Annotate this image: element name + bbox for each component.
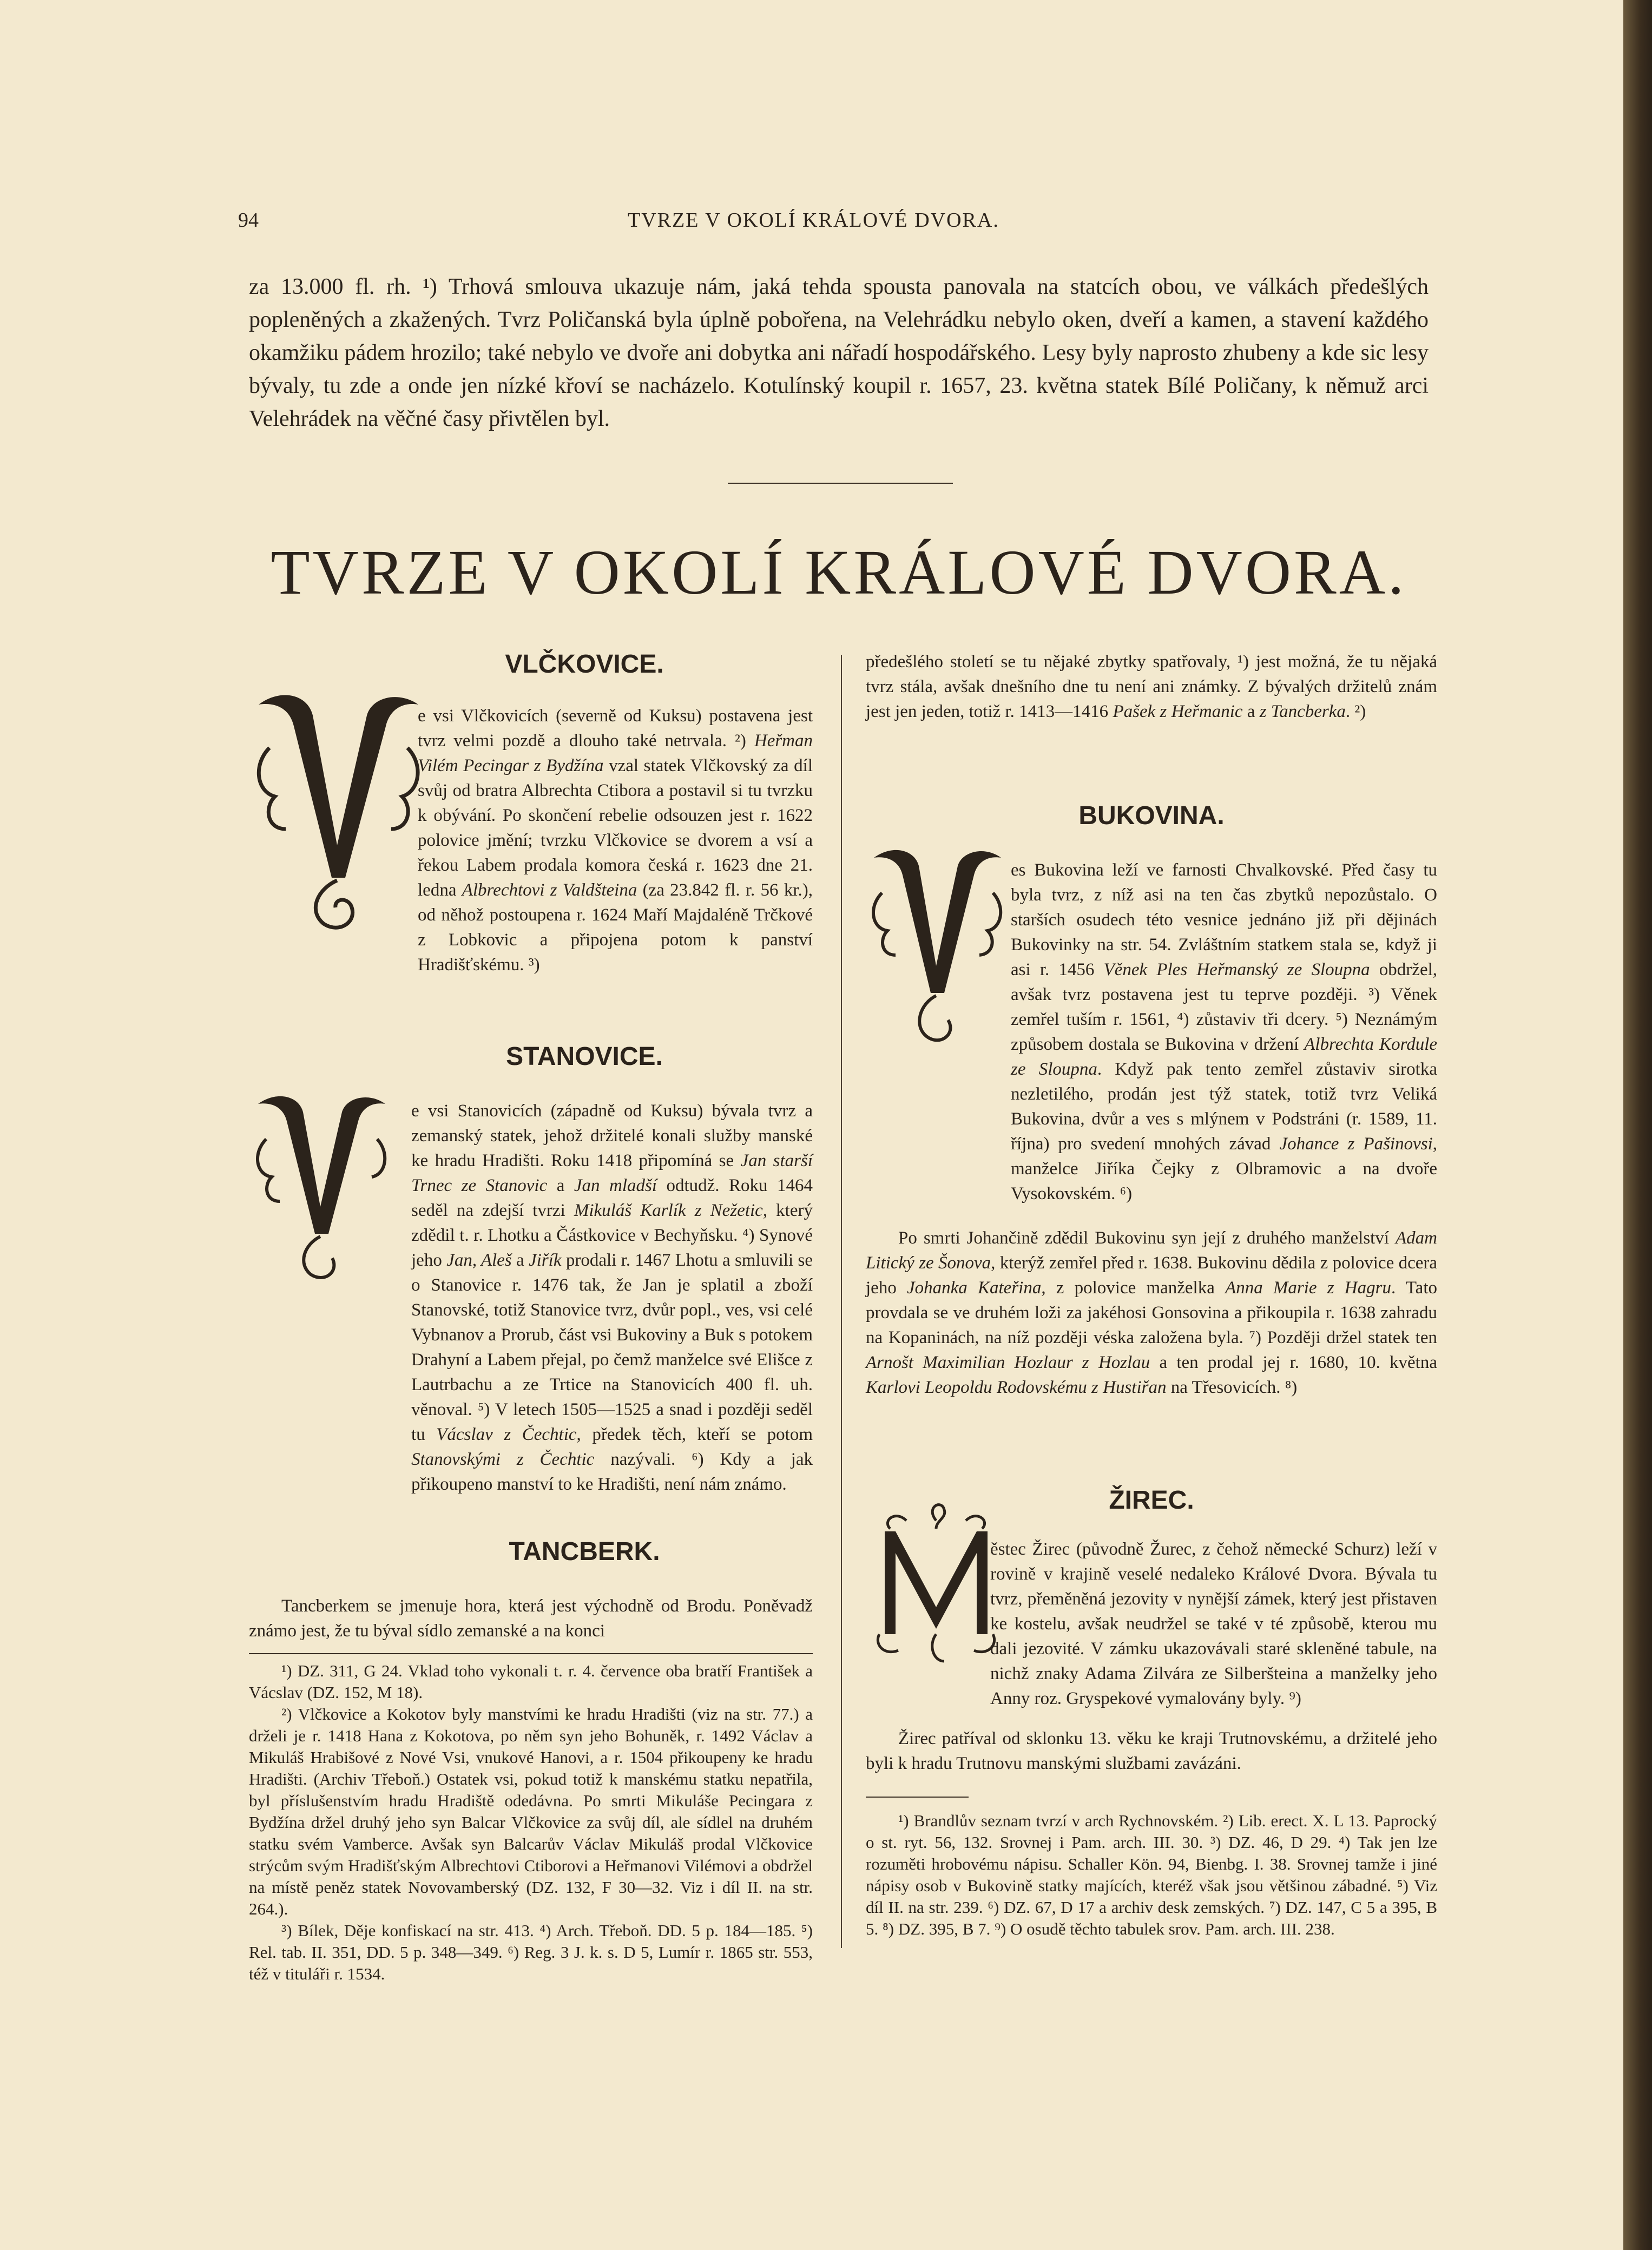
zirec-paragraph: Žirec patříval od sklonku 13. věku ke kraji Trutnovskému, a držitelé jeho byli k hradu Trutnovu manskými službami zavázáni. (866, 1729, 1437, 1773)
tancberk-text-part: . ²) (1345, 702, 1366, 721)
bukovina-text-part: na Třesovicích. ⁸) (1166, 1378, 1298, 1397)
running-header (238, 208, 1483, 241)
tancberk-text-part: předešlého století se tu nějaké zbytky spatřovaly, ¹) jest možná, že tu nějaká tvrz stála, avšak dnešního dne tu není ani známky. Z bývalých držitelů znám jest jen jeden, totiž r. 1413—1416 (866, 652, 1437, 721)
chapter-title: TVRZE V OKOLÍ KRÁLOVÉ DVORA. (271, 537, 1407, 608)
person-name: Karlovi Leopoldu Rodovskému z Hustiřan (866, 1378, 1167, 1397)
person-name: z Tancberka (1259, 702, 1346, 721)
drop-cap-vlckovice (248, 683, 426, 932)
section-divider-rule (728, 483, 953, 484)
drop-cap-zirec (874, 1499, 998, 1672)
stanovice-text (411, 1098, 813, 1497)
heading-bukovina: BUKOVINA. (1078, 801, 1225, 830)
running-title: TVRZE V OKOLÍ KRÁLOVÉ DVORA. (628, 209, 999, 232)
footnote: ²) Vlčkovice a Kokotov byly manstvími ke hradu Hradišti (viz na str. 77.) a drželi je r. 1418 Hana z Kokotova, po něm syn jeho Bohuněk, r. 1492 Václav a Mikuláš Hrabišové z Nové Vsi, vnukové Hanovi, a r. 1504 přikoupeny ke hradu Hradišti. (Archiv Třeboň.) Ostatek vsi, pokud totiž k manskému statku nepatřila, byl příslušenstvím hradu Hradiště odedávna. Po smrti Mikuláše Pecingara z Bydžína držel druhý jeho syn Balcar Vlčkovice za svůj díl, ale sídlel na druhém statku svém Vamberce. Avšak syn Balcarův Václav Mikuláš prodal Vlčkovice strýcům svým Hradišťským Albrechtovi Ctiborovi a Heřmanovi Vilémovi a obdržel na místě peněz statek Novovamberský (DZ. 132, F 30—32. Viz i díl II. na str. 264.). (249, 1705, 813, 1918)
person-name: Albrechta Kordule ze Sloupna (1011, 1035, 1438, 1079)
drop-cap-bukovina (866, 841, 1006, 1058)
bukovina-text-part: es Bukovina leží ve farnosti Chvalkovské. Před časy tu byla tvrz, z níž asi na ten čas zbytků nepozůstalo. O starších osudech této vesnice jednáno již při dějinách Bukovinky na str. 54. Zvláštním statkem stala se, když ji asi r. 1456 (1011, 860, 1437, 979)
person-name: Vácslav z Čechtic (436, 1425, 577, 1444)
footnote: ³) Bílek, Děje konfiskací na str. 413. ⁴) Arch. Třeboň. DD. 5 p. 184—185. ⁵) Rel. tab. II. 351, DD. 5 p. 348—349. ⁶) Reg. 3 J. k. s. D 5, Lumír r. 1865 str. 553, též v tituláři r. 1534. (249, 1921, 813, 1983)
person-name: Stanovskými z Čechtic (411, 1450, 595, 1469)
person-name: Jan starší Trnec ze Stanovic (411, 1151, 813, 1195)
bukovina-text-part: . Když pak tento zemřel zůstaviv sirotka nezletilého, prodán jest týž statek, totiž tvrz Veliká Bukovina, dvůr a ves s mlýnem v Podstráni (r. 1589, 11. října) pro svedení mnohých závad (1011, 1060, 1437, 1154)
person-name: Heřman Vilém Pecingar z Bydžína (418, 731, 813, 775)
drop-cap-stanovice (250, 1088, 391, 1293)
footnote-rule-right (866, 1797, 969, 1798)
book-binding-edge (1623, 0, 1652, 2250)
stanovice-text-part: a (511, 1251, 529, 1270)
person-name: Johanka Kateřina (907, 1278, 1042, 1298)
bukovina-text-part: Po smrti Johančině zdědil Bukovinu syn její z druhého manželství (898, 1228, 1396, 1248)
stanovice-text-part: prodali r. 1467 Lhotu a smluvili se o Stanovice r. 1476 tak, že Jan je splatil a zboží Stanovské, totiž Stanovice tvrz, dvůr popl., ves, vsi celé Vybnanov a Prorub, část vsi Bukoviny a Buk s potokem Drahyní a Labem přejal, po čemž manželce své Elišce z Lautrbachu a ze Trtice na Stanovicích 400 fl. uh. věnoval. ⁵) V letech 1505—1525 a snad i později seděl tu (411, 1251, 813, 1444)
tancberk-text-right (866, 649, 1437, 724)
person-name: Albrechtovi z Valdšteina (462, 880, 637, 900)
heading-tancberk: TANCBERK. (509, 1537, 660, 1566)
footnote: ¹) DZ. 311, G 24. Vklad toho vykonali t. r. 4. července oba bratří František a Vácslav (DZ. 152, M 18). (249, 1661, 813, 1702)
footnotes-left (249, 1660, 813, 1985)
bukovina-text-part: , kterýž zemřel před r. 1638. Bukovinu dědila z polovice dcera jeho (866, 1253, 1438, 1298)
bukovina-text-part: . Tato provdala se ve druhém loži za jakéhosi Gonsovina a přikoupila r. 1638 zahradu na Kopaninách, na níž později véska založena byla. ⁷) Později držel statek ten (866, 1278, 1437, 1347)
person-name: Jan, Aleš (446, 1251, 512, 1270)
footnote: ¹) Brandlův seznam tvrzí v arch Rychnovském. ²) Lib. erect. X. L 13. Paprocký o st. ryt. 56, 132. Srovnej i Pam. arch. III. 30. ³) DZ. 46, D 29. ⁴) Tak jen lze rozuměti hrobovému nápisu. Schaller Kön. 94, Bienbg. I. 38. Srovnej tamže i jiné nápisy osob v Bukovině statky majících, kteréž však jsou většinou zábadné. ⁵) Viz díl II. na str. 239. ⁶) DZ. 67, D 17 a archiv desk zemských. ⁷) DZ. 147, C 5 a 395, B 5. ⁸) DZ. 395, B 7. ⁹) O osudě těchto tabulek srov. Pam. arch. III. 238. (866, 1811, 1437, 1938)
person-name: Arnošt Maximilian Hozlaur z Hozlau (866, 1353, 1150, 1372)
person-name: Jiřík (529, 1251, 562, 1270)
vlckovice-text-beside-initial (418, 703, 813, 977)
zirec-text-beside-initial (990, 1537, 1437, 1711)
page-number: 94 (238, 209, 259, 232)
person-name: Pašek z Heřmanic (1113, 702, 1243, 721)
person-name: Věnek Ples Heřmanský ze Sloupna (1103, 960, 1370, 979)
heading-vlckovice: VLČKOVICE. (505, 650, 664, 679)
intro-paragraph: za 13.000 fl. rh. ¹) Trhová smlouva ukazuje nám, jaká tehda spousta panovala na statcích obou, ve válkách předešlých popleněných a zkažených. Tvrz Poličanská byla úplně pobořena, na Velehrádku nebylo oken, dveří a kamen, a stavení každého okamžiku pádem hrozilo; také nebylo ve dvoře ani dobytka ani nářadí hospodářského. Lesy byly naprosto zhubeny a kde sic lesy bývaly, tu zde a onde jen nízké křoví se nacházelo. Kotulínský koupil r. 1657, 23. května statek Bílé Poličany, k němuž arci Velehrádek na věčné časy přivtělen byl. (249, 274, 1429, 431)
footnote-rule-left (249, 1653, 813, 1654)
column-divider (841, 655, 842, 1948)
bukovina-text-part: obdržel, avšak tvrz postavena jest tu teprve později. ³) Věnek zemřel tuším r. 1561, ⁴) zůstaviv tři dcery. ⁵) Neznámým způsobem dostala se Bukovina v držení (1011, 960, 1438, 1054)
person-name: Mikuláš Karlík z Nežetic (574, 1201, 763, 1220)
zirec-paragraph-2 (866, 1726, 1437, 1776)
bukovina-text-part: a ten prodal jej r. 1680, 10. května (1150, 1353, 1437, 1372)
stanovice-text-part: , který zdědil t. r. Lhotku a Částkovice v Bechyňsku. ⁴) Synové jeho (411, 1201, 813, 1270)
heading-stanovice: STANOVICE. (506, 1042, 663, 1071)
bukovina-text-part: , manželce Jiříka Čejky z Olbramovic a na dvoře Vysokovském. ⁶) (1011, 1134, 1438, 1203)
stanovice-text-part: odtudž. Roku 1464 seděl na zdejší tvrzi (411, 1176, 813, 1220)
person-name: Jan mladší (574, 1176, 657, 1195)
vlckovice-text: (za 23.842 fl. r. 56 kr.), od něhož postoupena r. 1624 Maří Majdaléně Trčkové z Lobkovic a připojena potom k panství Hradišťskému. ³) (418, 880, 813, 975)
person-name: Adam Litický ze Šonova (866, 1228, 1437, 1273)
stanovice-text-part: nazývali. ⁶) Kdy a jak přikoupeno manství to ke Hradišti, není nám známo. (411, 1450, 813, 1494)
tancberk-paragraph: Tancberkem se jmenuje hora, která jest východně od Brodu. Poněvadž známo jest, že tu býval sídlo zemanské a na konci (249, 1596, 813, 1641)
heading-zirec: ŽIREC. (1109, 1486, 1194, 1515)
zirec-paragraph: ěstec Žirec (původně Žurec, z čehož německé Schurz) leží v rovině v krajině veselé nedaleko Králové Dvora. Bývala tu tvrz, přeměněná jezovity v nynější zámek, který jest přistaven ke kostelu, avšak neudržel se také v té způsobě, kterou mu dali jezovité. V zámku ukazovávali staré skleněné tabule, na nichž znaky Adama Zilvára ze Silberšteina a manželky jeho Anny roz. Gryspekové vymalovány byly. ⁹) (990, 1540, 1437, 1708)
tancberk-text-part: a (1242, 702, 1260, 721)
stanovice-text-part: e vsi Stanovicích (západně od Kuksu) bývala tvrz a zemanský statek, jehož držitelé konali služby manské ke hradu Hradišti. Roku 1418 připomíná se (411, 1101, 813, 1170)
person-name: Johance z Pašinovsi (1279, 1134, 1433, 1154)
stanovice-text-part: a (547, 1176, 574, 1195)
bukovina-text-part: , z polovice manželka (1041, 1278, 1226, 1298)
vlckovice-text: vzal statek Vlčkovský za díl svůj od bratra Albrechta Ctibora a postavil si tu tvrzku k obývání. Po skončení rebelie odsouzen jest r. 1622 polovice jmění; tvrzku Vlčkovice se dvorem a vsí a řekou Labem prodala komora česká r. 1623 dne 21. ledna (418, 756, 813, 900)
vlckovice-text: e vsi Vlčkovicích (severně od Kuksu) postavena jest tvrz velmi pozdě a dlouho také netrvala. ²) (418, 706, 813, 751)
bukovina-text (1011, 858, 1438, 1203)
tancberk-text-left (249, 1594, 813, 1643)
person-name: Anna Marie z Hagru (1225, 1278, 1391, 1298)
footnotes-right (866, 1810, 1437, 1940)
bukovina-paragraph-2 (866, 1226, 1437, 1400)
stanovice-text-part: , předek těch, kteří se potom (576, 1425, 813, 1444)
